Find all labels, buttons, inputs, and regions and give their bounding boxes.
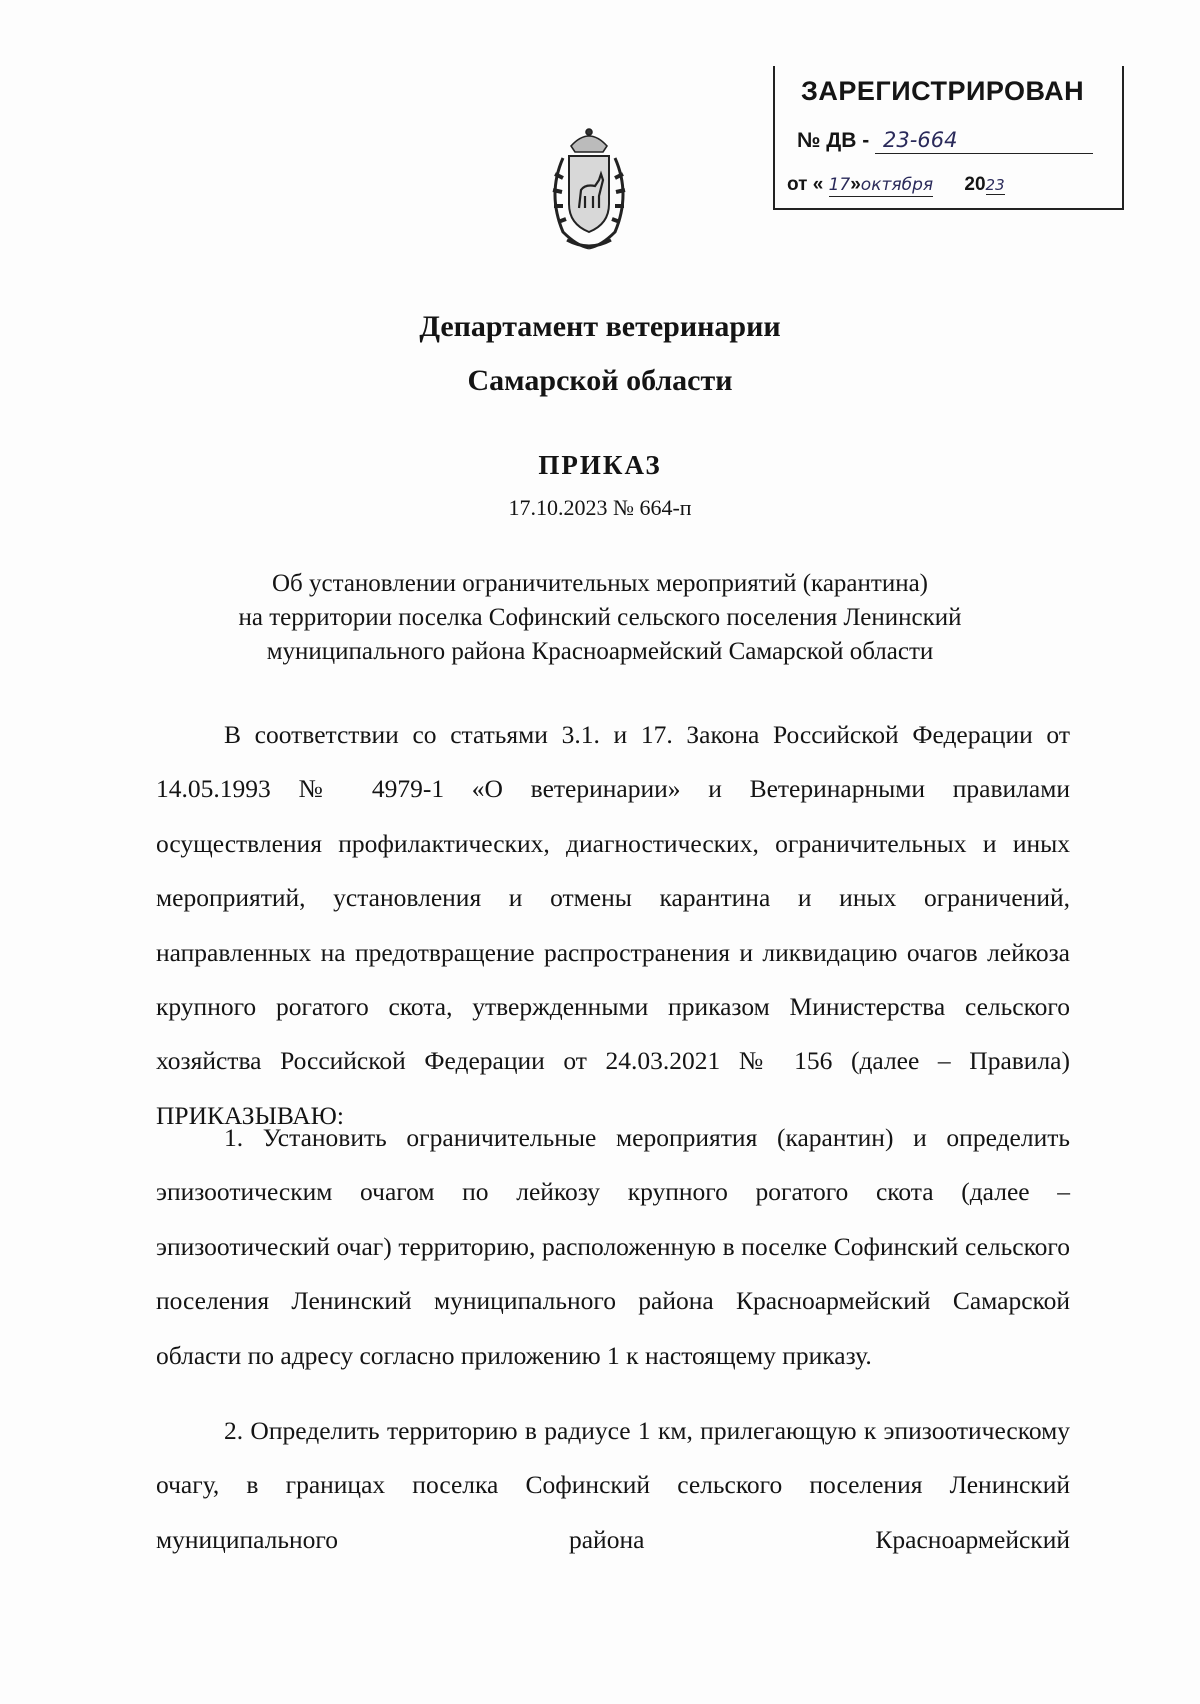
- department-name-line1: Департамент ветеринарии: [419, 310, 781, 343]
- stamp-date-row: [787, 174, 1005, 197]
- order-subject-line1: Об установлении ограничительных мероприятий (карантина): [271, 570, 929, 597]
- order-subject-line3: муниципального района Красноармейский Самарской области: [266, 638, 934, 665]
- order-date-number: 17.10.2023 № 664-п: [508, 495, 692, 520]
- stamp-number-label: № ДВ -: [797, 129, 870, 152]
- stamp-number-field: [875, 128, 1093, 154]
- stamp-date-month: октября: [860, 175, 934, 195]
- stamp-number-row: [797, 128, 1093, 154]
- order-title: ПРИКАЗ: [538, 450, 662, 480]
- stamp-year-prefix: 20: [964, 174, 986, 195]
- stamp-date-mid: »: [850, 174, 861, 195]
- preamble-paragraph: В соответствии со статьями 3.1. и 17. Закона Российской Федерации от 14.05.1993 № 4979-1 «О ветеринарии» и Ветеринарными правилами осуществления профилактических, диагностических, ограничительных и иных мероприятий, установления и отмены карантина и иных ограничений, направленных на предотвращение распространения и ликвидацию очагов лейкоза крупного рогатого скота, утвержденными приказом Министерства сельского хозяйства Российской Федерации от 24.03.2021 № 156 (далее – Правила) ПРИКАЗЫВАЮ:: [156, 720, 1070, 1130]
- stamp-date-field: [829, 174, 934, 197]
- order-item-1: 1. Установить ограничительные мероприятия (карантин) и определить эпизоотическим очагом по лейкозу крупного рогатого скота (далее – эпизоотический очаг) территорию, расположенную в поселке Софинский сельского поселения Ленинский муниципального района Красноармейский Самарской области по адресу согласно приложению 1 к настоящему приказу.: [156, 1123, 1070, 1370]
- stamp-title: ЗАРЕГИСТРИРОВАН: [801, 76, 1085, 106]
- stamp-year-suffix: 23: [985, 176, 1005, 194]
- samara-coat-of-arms-icon: [541, 124, 637, 254]
- order-item-2: 2. Определить территорию в радиусе 1 км, прилегающую к эпизоотическому очагу, в границах поселка Софинский сельского поселения Ленинский муниципального района Красноармейский: [156, 1416, 1070, 1554]
- department-name-line2: Самарской области: [467, 364, 733, 397]
- stamp-date-day: 17: [828, 175, 851, 195]
- stamp-date-prefix: от «: [787, 174, 824, 195]
- stamp-number-value: 23-664: [883, 128, 958, 152]
- order-subject-line2: на территории поселка Софинский сельского поселения Ленинский: [238, 604, 962, 631]
- registration-stamp: [773, 66, 1124, 210]
